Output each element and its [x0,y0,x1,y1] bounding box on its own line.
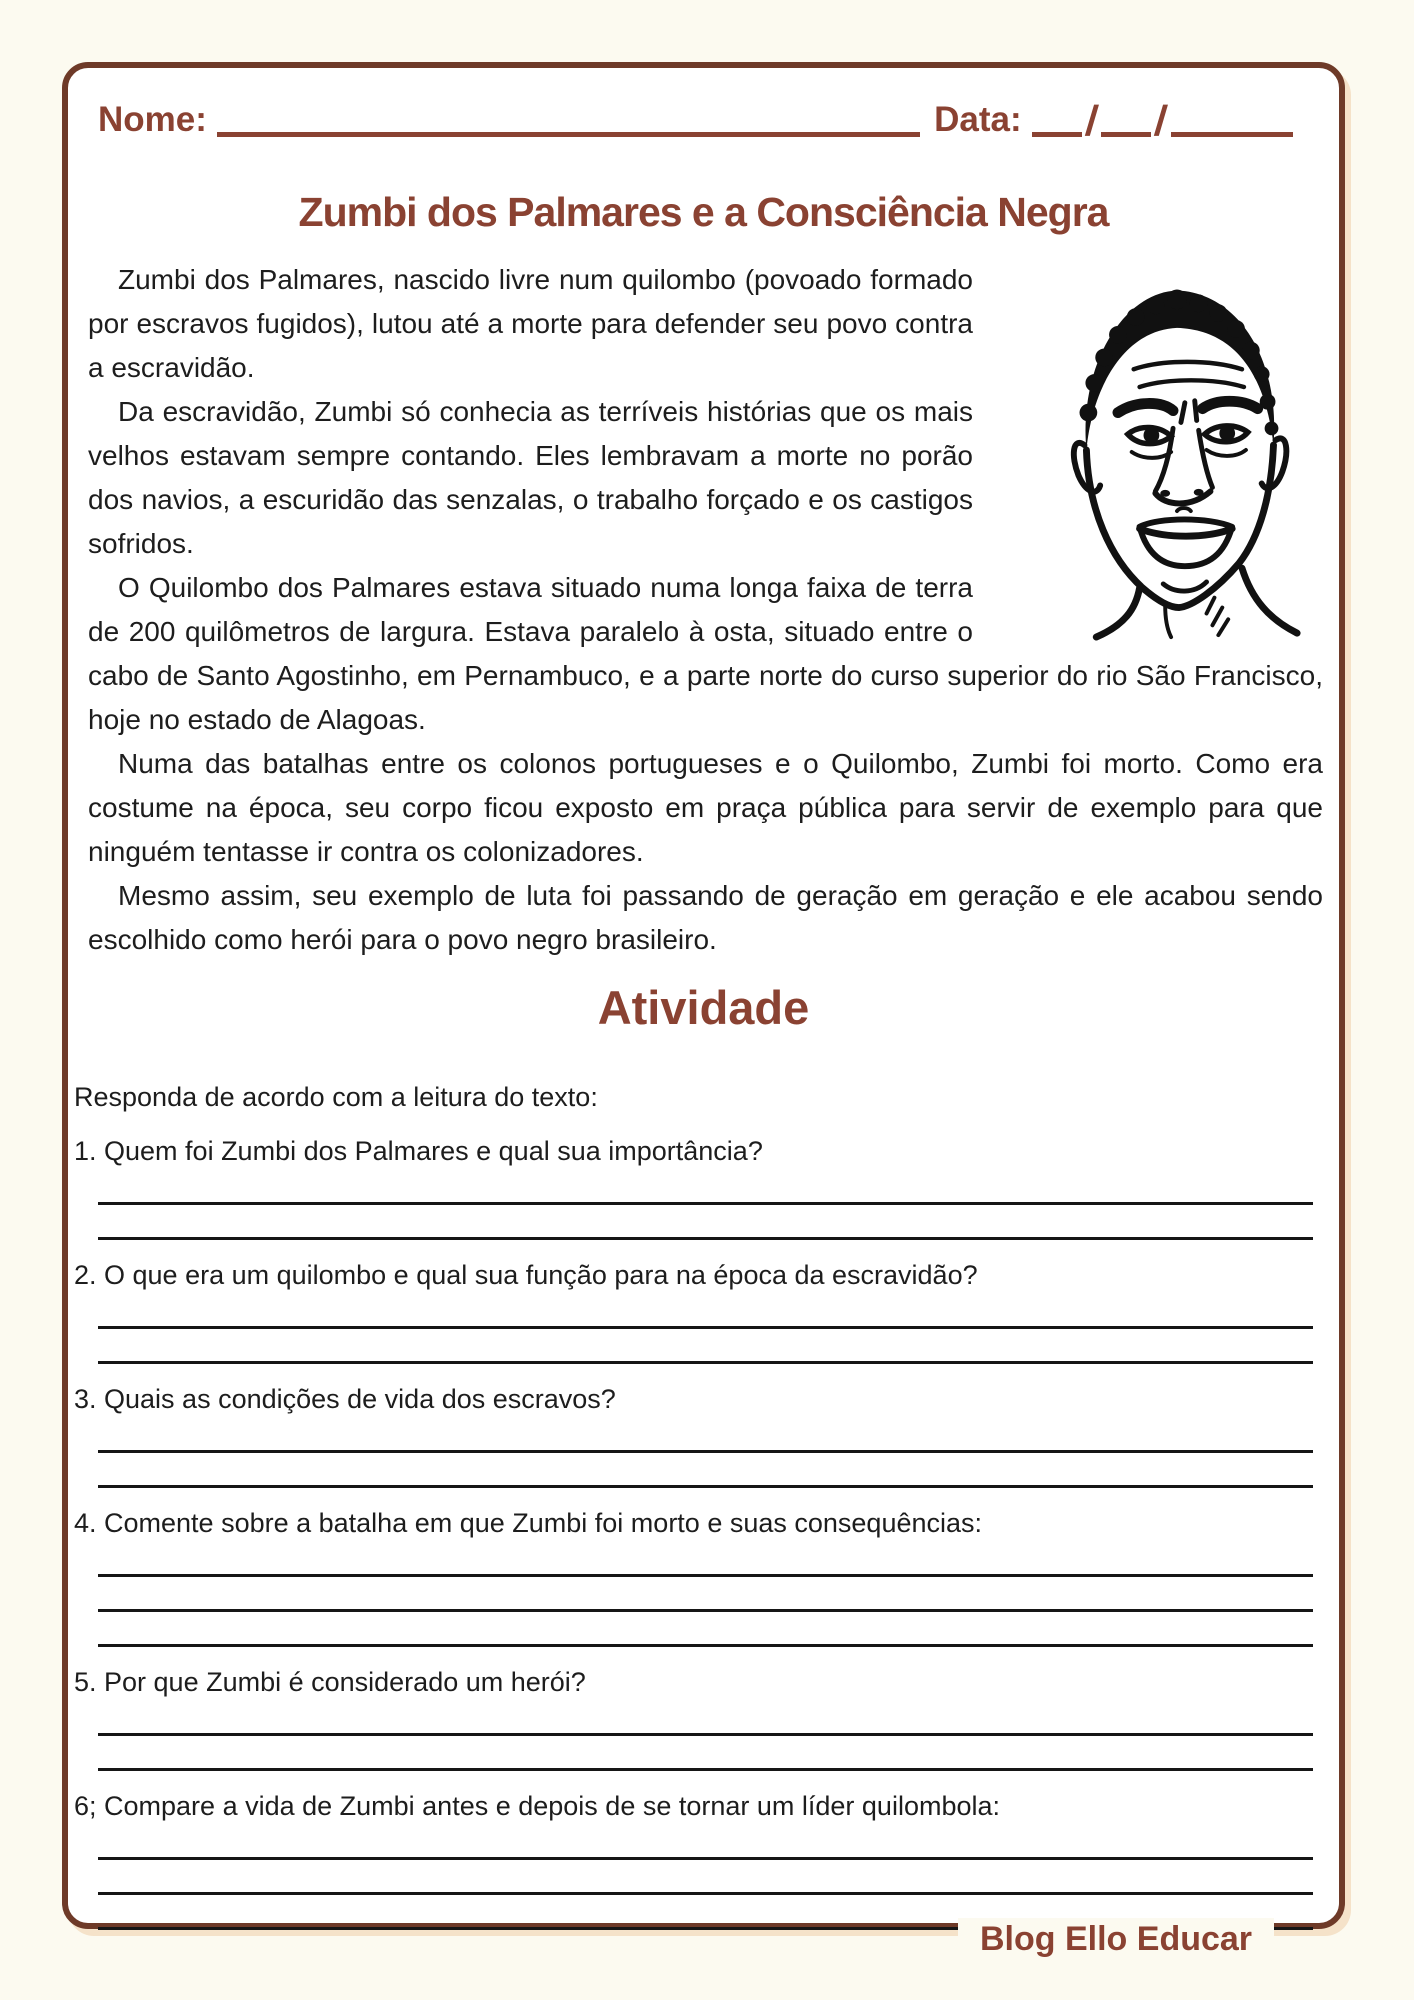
answer-line [98,1825,1313,1860]
question-1 [74,1132,1313,1240]
answer-line [98,1577,1313,1612]
answer-line [98,1205,1313,1240]
question-4 [74,1504,1313,1647]
name-label: Nome: [98,100,207,139]
date-day-blank [1032,101,1082,137]
question-label: 6; Compare a vida de Zumbi antes e depois de se tornar um líder quilombola: [74,1791,1001,1821]
question-label: 4. Comente sobre a batalha em que Zumbi foi morto e suas consequências: [74,1508,983,1538]
question-label: 3. Quais as condições de vida dos escravos? [74,1384,616,1414]
date-blank-group [1028,97,1297,144]
question-label: 1. Quem foi Zumbi dos Palmares e qual sua importância? [74,1136,763,1166]
paragraph-1: Zumbi dos Palmares, nascido livre num quilombo (povoado formado por escravos fugidos), lutou até a morte para defender seu povo contra a escravidão. [88,264,973,383]
question-6 [74,1787,1313,1930]
reading-text [88,258,1323,962]
answer-line [98,1294,1313,1329]
footer-credit: Blog Ello Educar [958,1918,1274,1961]
answer-line [98,1612,1313,1647]
answer-line [98,1170,1313,1205]
worksheet-card [62,62,1345,1929]
paragraph-5: Mesmo assim, seu exemplo de luta foi passando de geração em geração e ele acabou sendo escolhido como herói para o povo negro brasileiro. [88,880,1323,955]
activity-heading: Atividade [597,981,810,1034]
date-month-blank [1101,101,1151,137]
header-row [98,96,1297,144]
activity-section [74,1078,1313,1930]
activity-instruction: Responda de acordo com a leitura do texto: [74,1082,598,1112]
question-label: 2. O que era um quilombo e qual sua função para na época da escravidão? [74,1260,978,1290]
date-slash: / [1152,97,1170,144]
question-label: 5. Por que Zumbi é considerado um herói? [74,1667,586,1697]
worksheet-title: Zumbi dos Palmares e a Consciência Negra [298,189,1109,235]
answer-line [98,1736,1313,1771]
question-2 [74,1256,1313,1364]
answer-line [98,1701,1313,1736]
answer-line [98,1542,1313,1577]
date-year-blank [1171,101,1293,137]
question-5 [74,1663,1313,1771]
answer-line [98,1453,1313,1488]
paragraph-4: Numa das batalhas entre os colonos portugueses e o Quilombo, Zumbi foi morto. Como era costume na época, seu corpo ficou exposto em praça pública para servir de exemplo para que ninguém tentasse ir contra os colonizadores. [88,748,1323,867]
answer-line [98,1860,1313,1895]
paragraph-3: O Quilombo dos Palmares estava situado numa longa faixa de terra de 200 quilômetros de largura. Estava paralelo à osta, situado entre o cabo de Santo Agostinho, em Pernambuco, e a parte norte do curso superior do rio São Francisco, hoje no estado de Alagoas. [88,572,1323,735]
question-3 [74,1380,1313,1488]
paragraph-2: Da escravidão, Zumbi só conhecia as terríveis histórias que os mais velhos estavam sempre contando. Eles lembravam a morte no porão dos navios, a escuridão das senzalas, o trabalho forçado e os castigos sofridos. [88,396,973,559]
zumbi-portrait-svg [1049,258,1305,642]
answer-line [98,1418,1313,1453]
zumbi-portrait-illustration [973,258,1323,648]
date-label: Data: [934,100,1022,139]
answer-line [98,1329,1313,1364]
date-slash: / [1083,97,1100,144]
name-blank-line [217,101,920,137]
